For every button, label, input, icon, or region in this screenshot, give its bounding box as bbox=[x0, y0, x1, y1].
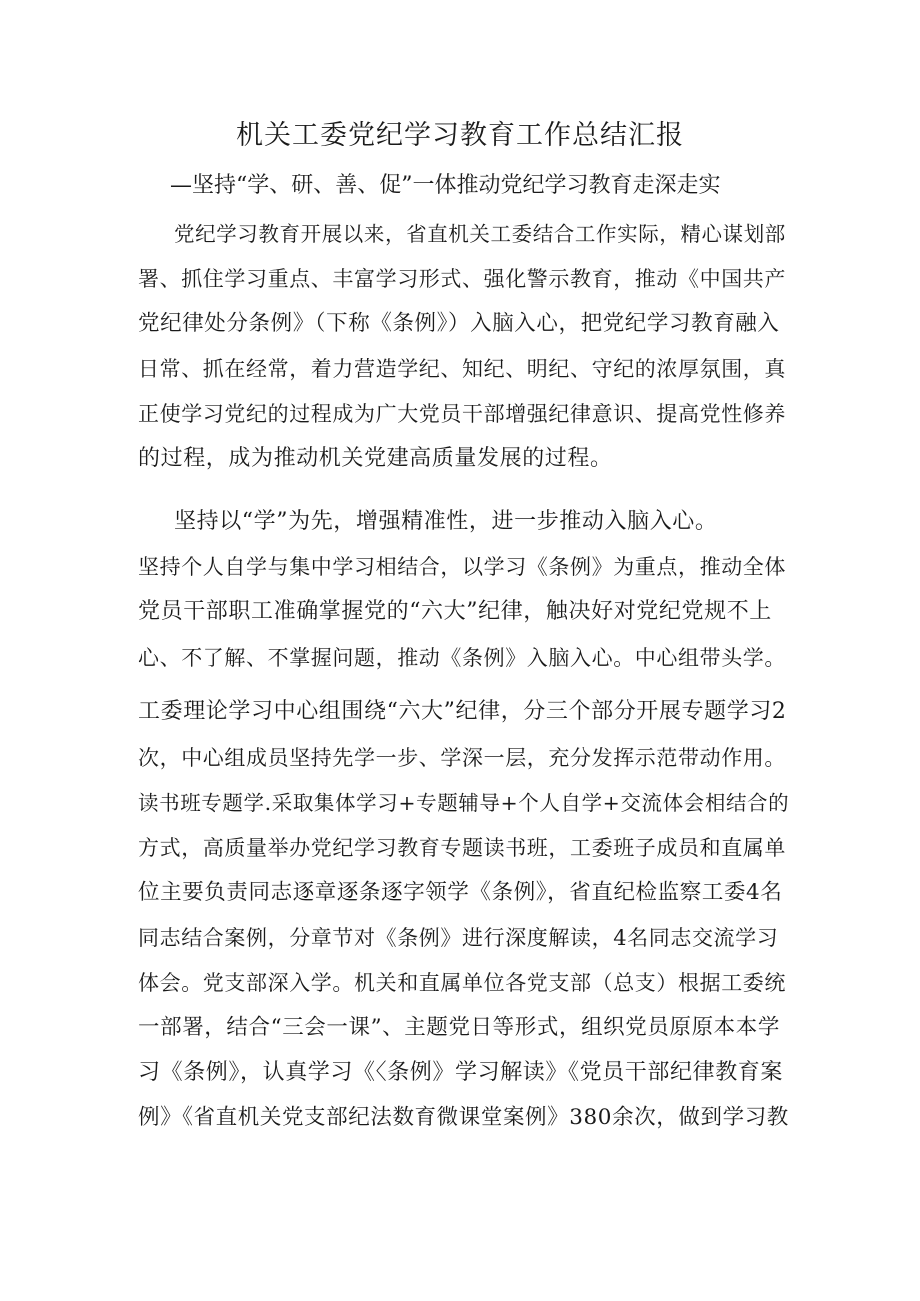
paragraph-line: 的过程，成为推动机关党建高质量发展的过程。 bbox=[138, 446, 613, 471]
paragraph-line: 位主要负责同志逐章逐条逐字领学《条例》，省直纪检监察工委4名 bbox=[138, 880, 783, 905]
paragraph-line: 习《条例》，认真学习《〈条例》学习解读》《党员干部纪律教育案 bbox=[138, 1060, 784, 1085]
paragraph-line: 例》《省直机关党支部纪法数育微课堂案例》380余次，做到学习教 bbox=[138, 1105, 789, 1130]
paragraph-line: 署、抓住学习重点、丰富学习形式、强化警示教育，推动《中国共产 bbox=[138, 267, 786, 291]
document-title: 机关工委党纪学习教育工作总结汇报 bbox=[236, 120, 684, 151]
paragraph-line: 党员干部职工准确掌握党的“六大”纪律，触决好对党纪党规不上 bbox=[138, 599, 772, 624]
paragraph-line: 方式，高质量举办党纪学习教育专题读书班，工委班子成员和直属单 bbox=[138, 836, 786, 860]
paragraph-line: 心、不了解、不掌握问题，推动《条例》入脑入心。中心组带头学。 bbox=[138, 646, 786, 670]
paragraph-line: 一部署，结合“三会一课”、主题党日等形式，组织党员原原本本学 bbox=[138, 1015, 780, 1040]
paragraph-line: 同志结合案例，分章节对《条例》进行深度解读，4名同志交流学习 bbox=[138, 926, 779, 950]
paragraph-line: 坚持个人自学与集中学习相结合，以学习《条例》为重点，推动全体 bbox=[138, 555, 786, 579]
paragraph-line: 党纪律处分条例》（下称《条例》）入脑入心，把党纪学习教育融入 bbox=[138, 311, 780, 336]
paragraph-line: 正使学习党纪的过程成为广大党员干部增强纪律意识、提高党性修养 bbox=[138, 402, 786, 426]
paragraph-line: 次，中心组成员坚持先学一步、学深一层，充分发挥示范带动作用。 bbox=[138, 746, 786, 770]
paragraph-line: 工委理论学习中心组围绕“六大”纪律，分三个部分开展专题学习2 bbox=[138, 699, 787, 724]
paragraph-line: 读书班专题学.采取集体学习+专题辅导+个人自学+交流体会相结合的 bbox=[138, 791, 790, 815]
paragraph-line: 体会。党支部深入学。机关和直属单位各党支部（总支）根据工委统 bbox=[138, 971, 786, 995]
section-heading: 坚持以“学”为先，增强精准性，进一步推动入脑入心。 bbox=[174, 509, 718, 534]
document-subtitle: —坚持“学、研、善、促”一体推动党纪学习教育走深走实 bbox=[170, 173, 721, 198]
paragraph-line: 党纪学习教育开展以来，省直机关工委结合工作实际，精心谋划部 bbox=[174, 222, 786, 246]
paragraph-line: 日常、抓在经常，着力营造学纪、知纪、明纪、守纪的浓厚氛围，真 bbox=[138, 357, 786, 381]
